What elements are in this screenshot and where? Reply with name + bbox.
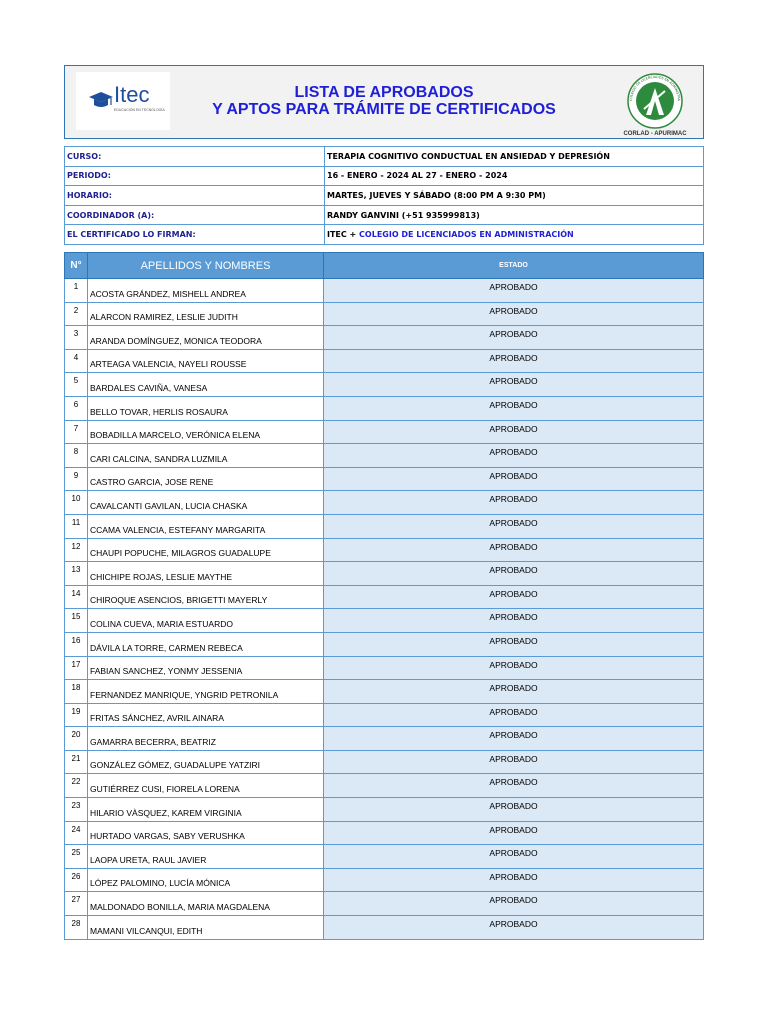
row-number: 11 <box>65 514 88 538</box>
table-row <box>65 892 704 916</box>
row-status: APROBADO <box>324 514 704 538</box>
row-name: MAMANI VILCANQUI, EDITH <box>88 916 324 940</box>
table-row <box>65 727 704 751</box>
row-number: 17 <box>65 656 88 680</box>
table-row <box>65 538 704 562</box>
row-status: APROBADO <box>324 420 704 444</box>
table-row <box>65 396 704 420</box>
row-name: BOBADILLA MARCELO, VERÓNICA ELENA <box>88 420 324 444</box>
list-body <box>65 279 704 940</box>
row-number: 23 <box>65 798 88 822</box>
info-label: PERIODO: <box>65 166 325 186</box>
row-status: APROBADO <box>324 491 704 515</box>
info-value <box>325 225 704 245</box>
row-name: FERNANDEZ MANRIQUE, YNGRID PETRONILA <box>88 680 324 704</box>
row-number: 2 <box>65 302 88 326</box>
table-row <box>65 680 704 704</box>
itec-logo-text: Itec <box>114 82 150 107</box>
row-name: BARDALES CAVIÑA, VANESA <box>88 373 324 397</box>
info-row-signers <box>65 225 704 245</box>
row-name: CCAMA VALENCIA, ESTEFANY MARGARITA <box>88 514 324 538</box>
row-status: APROBADO <box>324 845 704 869</box>
row-number: 10 <box>65 491 88 515</box>
title-line-1: LISTA DE APROBADOS <box>294 84 474 101</box>
row-name: GONZÁLEZ GÓMEZ, GUADALUPE YATZIRI <box>88 750 324 774</box>
page-title <box>175 84 593 118</box>
corlad-seal-icon <box>617 71 693 137</box>
row-name: ARTEAGA VALENCIA, NAYELI ROUSSE <box>88 349 324 373</box>
table-row <box>65 585 704 609</box>
table-row <box>65 467 704 491</box>
row-name: MALDONADO BONILLA, MARIA MAGDALENA <box>88 892 324 916</box>
row-status: APROBADO <box>324 373 704 397</box>
row-number: 18 <box>65 680 88 704</box>
row-status: APROBADO <box>324 703 704 727</box>
row-number: 26 <box>65 868 88 892</box>
row-status: APROBADO <box>324 656 704 680</box>
row-name: LÓPEZ PALOMINO, LUCÍA MÓNICA <box>88 868 324 892</box>
row-name: GUTIÉRREZ CUSI, FIORELA LORENA <box>88 774 324 798</box>
row-number: 28 <box>65 916 88 940</box>
row-status: APROBADO <box>324 396 704 420</box>
row-name: CHIROQUE ASENCIOS, BRIGETTI MAYERLY <box>88 585 324 609</box>
approved-list-table <box>64 252 704 940</box>
table-row <box>65 821 704 845</box>
course-info-table <box>64 146 704 245</box>
table-row <box>65 868 704 892</box>
row-status: APROBADO <box>324 916 704 940</box>
table-row <box>65 845 704 869</box>
row-number: 19 <box>65 703 88 727</box>
row-number: 6 <box>65 396 88 420</box>
row-number: 14 <box>65 585 88 609</box>
column-header-name: APELLIDOS Y NOMBRES <box>88 253 324 279</box>
table-row <box>65 444 704 468</box>
row-number: 12 <box>65 538 88 562</box>
row-name: LAOPA URETA, RAUL JAVIER <box>88 845 324 869</box>
row-name: CHICHIPE ROJAS, LESLIE MAYTHE <box>88 562 324 586</box>
row-status: APROBADO <box>324 798 704 822</box>
row-number: 9 <box>65 467 88 491</box>
row-number: 27 <box>65 892 88 916</box>
row-number: 16 <box>65 632 88 656</box>
row-status: APROBADO <box>324 774 704 798</box>
seal-ring-text: COLEGIO DE LICENCIADOS EN ADMINISTRA <box>628 74 682 102</box>
row-number: 15 <box>65 609 88 633</box>
row-name: HURTADO VARGAS, SABY VERUSHKA <box>88 821 324 845</box>
row-status: APROBADO <box>324 302 704 326</box>
row-status: APROBADO <box>324 868 704 892</box>
row-number: 25 <box>65 845 88 869</box>
row-number: 22 <box>65 774 88 798</box>
list-header-row <box>65 253 704 279</box>
row-name: COLINA CUEVA, MARIA ESTUARDO <box>88 609 324 633</box>
table-row <box>65 916 704 940</box>
row-name: GAMARRA BECERRA, BEATRIZ <box>88 727 324 751</box>
title-line-2: Y APTOS PARA TRÁMITE DE CERTIFICADOS <box>212 101 556 118</box>
table-row <box>65 514 704 538</box>
info-value: 16 - ENERO - 2024 AL 27 - ENERO - 2024 <box>325 166 704 186</box>
row-status: APROBADO <box>324 562 704 586</box>
table-row <box>65 632 704 656</box>
seal-caption: CORLAD - APURIMAC <box>623 131 687 137</box>
row-number: 21 <box>65 750 88 774</box>
table-row <box>65 373 704 397</box>
itec-logo <box>76 72 170 130</box>
row-name: CASTRO GARCIA, JOSE RENE <box>88 467 324 491</box>
column-header-status: ESTADO <box>324 253 704 279</box>
row-status: APROBADO <box>324 349 704 373</box>
info-value: MARTES, JUEVES Y SÁBADO (8:00 PM A 9:30 PM) <box>325 186 704 206</box>
row-number: 24 <box>65 821 88 845</box>
row-status: APROBADO <box>324 585 704 609</box>
column-header-number: N° <box>65 253 88 279</box>
row-name: ALARCON RAMIREZ, LESLIE JUDITH <box>88 302 324 326</box>
row-status: APROBADO <box>324 632 704 656</box>
row-status: APROBADO <box>324 326 704 350</box>
table-row <box>65 326 704 350</box>
row-name: ARANDA DOMÍNGUEZ, MONICA TEODORA <box>88 326 324 350</box>
table-row <box>65 302 704 326</box>
row-status: APROBADO <box>324 750 704 774</box>
row-status: APROBADO <box>324 279 704 303</box>
row-name: CAVALCANTI GAVILAN, LUCIA CHASKA <box>88 491 324 515</box>
table-row <box>65 774 704 798</box>
table-row <box>65 420 704 444</box>
row-number: 5 <box>65 373 88 397</box>
row-name: DÁVILA LA TORRE, CARMEN REBECA <box>88 632 324 656</box>
row-number: 1 <box>65 279 88 303</box>
info-label: CURSO: <box>65 147 325 167</box>
table-row <box>65 491 704 515</box>
row-name: CHAUPI POPUCHE, MILAGROS GUADALUPE <box>88 538 324 562</box>
row-name: BELLO TOVAR, HERLIS ROSAURA <box>88 396 324 420</box>
info-value-blue: COLEGIO DE LICENCIADOS EN ADMINISTRACIÓN <box>359 230 574 240</box>
table-row <box>65 750 704 774</box>
itec-logo-tagline: EDUCACIÓN EN TECNOLOGÍA <box>114 108 165 112</box>
row-status: APROBADO <box>324 467 704 491</box>
info-value: TERAPIA COGNITIVO CONDUCTUAL EN ANSIEDAD Y DEPRESIÓN <box>325 147 704 167</box>
info-row-course <box>65 147 704 167</box>
row-name: FRITAS SÁNCHEZ, AVRIL AINARA <box>88 703 324 727</box>
table-row <box>65 349 704 373</box>
row-status: APROBADO <box>324 727 704 751</box>
table-row <box>65 656 704 680</box>
corlad-seal <box>617 71 693 137</box>
row-number: 3 <box>65 326 88 350</box>
info-row-period <box>65 166 704 186</box>
row-status: APROBADO <box>324 821 704 845</box>
info-value: RANDY GANVINI (+51 935999813) <box>325 205 704 225</box>
row-number: 13 <box>65 562 88 586</box>
info-row-coordinator <box>65 205 704 225</box>
info-row-schedule <box>65 186 704 206</box>
row-name: FABIAN SANCHEZ, YONMY JESSENIA <box>88 656 324 680</box>
info-label: HORARIO: <box>65 186 325 206</box>
row-number: 7 <box>65 420 88 444</box>
row-status: APROBADO <box>324 609 704 633</box>
table-row <box>65 279 704 303</box>
row-number: 8 <box>65 444 88 468</box>
row-name: ACOSTA GRÁNDEZ, MISHELL ANDREA <box>88 279 324 303</box>
info-value-prefix: ITEC + <box>327 230 360 240</box>
row-status: APROBADO <box>324 680 704 704</box>
row-status: APROBADO <box>324 538 704 562</box>
row-number: 20 <box>65 727 88 751</box>
table-row <box>65 703 704 727</box>
row-name: CARI CALCINA, SANDRA LUZMILA <box>88 444 324 468</box>
row-name: HILARIO VÀSQUEZ, KAREM VIRGINIA <box>88 798 324 822</box>
table-row <box>65 609 704 633</box>
document-header <box>64 65 704 139</box>
row-status: APROBADO <box>324 892 704 916</box>
table-row <box>65 798 704 822</box>
row-status: APROBADO <box>324 444 704 468</box>
row-number: 4 <box>65 349 88 373</box>
table-row <box>65 562 704 586</box>
info-label: COORDINADOR (A): <box>65 205 325 225</box>
info-label: EL CERTIFICADO LO FIRMAN: <box>65 225 325 245</box>
